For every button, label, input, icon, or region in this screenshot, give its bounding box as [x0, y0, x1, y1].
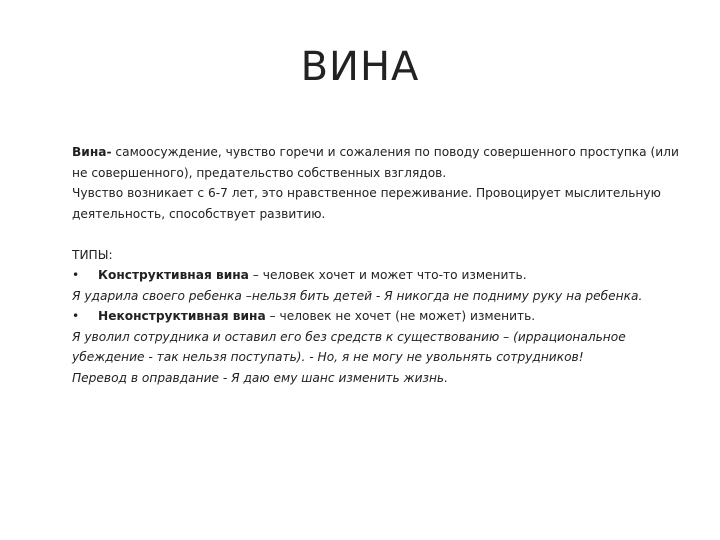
type-desc: – человек хочет и может что-то изменить. [248, 268, 527, 282]
slide-title: ВИНА [300, 44, 420, 90]
definition-term: Вина- [72, 145, 112, 159]
bullet-icon: • [72, 309, 80, 323]
conclusion: Перевод в оправдание - Я даю ему шанс изменить жизнь. [72, 370, 448, 385]
type-text [98, 265, 527, 286]
slide-body [72, 142, 692, 388]
type-example: Я ударила своего ребенка –нельзя бить детей - Я никогда не подниму руку на ребенка. [72, 288, 643, 303]
type-text [98, 306, 535, 327]
type-item-nonconstructive [72, 306, 692, 327]
type-name: Неконструктивная вина [98, 309, 266, 323]
bullet-icon: • [72, 268, 80, 282]
type-item-constructive [72, 265, 692, 286]
definition-text: самоосуждение, чувство горечи и сожаления по поводу совершенного проступка (или не совершенного), предательство собственных взглядов. [72, 145, 679, 180]
origin-paragraph: Чувство возникает с 6-7 лет, это нравственное переживание. Провоцирует мыслительную деятельность, способствует развитию. [72, 186, 661, 221]
spacer [72, 224, 692, 245]
type-example: Я уволил сотрудника и оставил его без средств к существованию – (иррациональное убеждение - так нельзя поступать). - Но, я не могу не увольнять сотрудников! [72, 329, 626, 364]
type-name: Конструктивная вина [98, 268, 249, 282]
types-label: ТИПЫ: [72, 247, 113, 262]
definition-paragraph [72, 142, 692, 183]
type-desc: – человек не хочет (не может) изменить. [265, 309, 536, 323]
